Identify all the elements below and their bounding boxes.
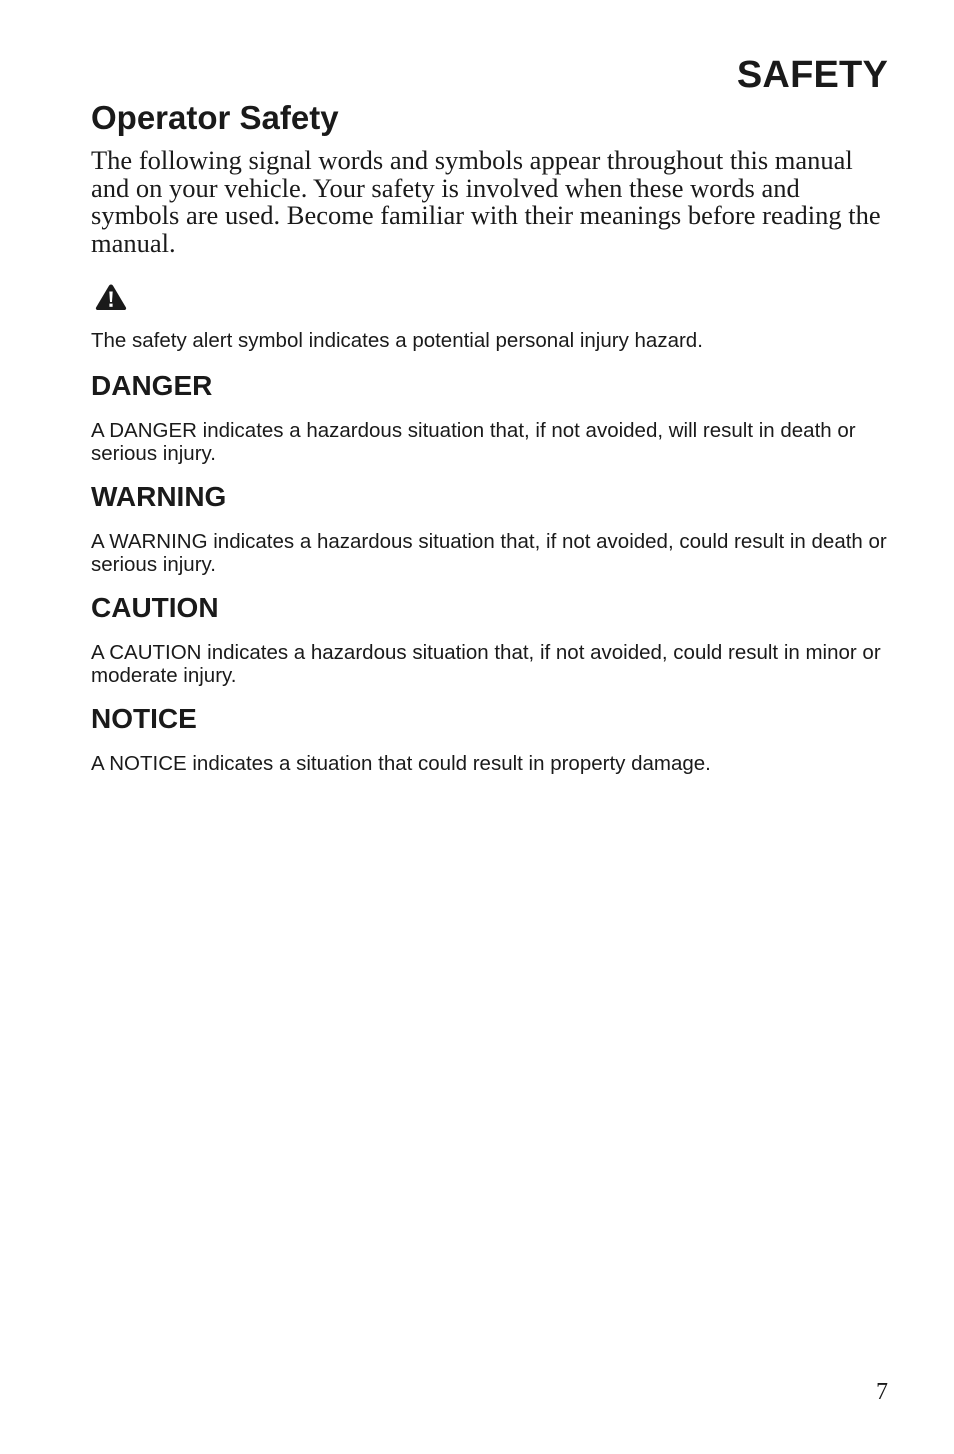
- notice-description: A NOTICE indicates a situation that could result in property damage.: [91, 752, 711, 775]
- chapter-title: SAFETY: [736, 54, 888, 96]
- section-title: Operator Safety: [91, 99, 339, 136]
- danger-heading: DANGER: [91, 370, 213, 401]
- warning-heading: WARNING: [91, 481, 227, 512]
- manual-page: [91, 0, 888, 1454]
- notice-heading: NOTICE: [91, 703, 197, 734]
- safety-alert-icon: [95, 283, 127, 311]
- page-number: 7: [876, 1379, 888, 1405]
- intro-paragraph: The following signal words and symbols appear throughout this manual and on your vehicle. Your safety is involved when these words and symbols are used. Become familiar with their meanings before reading the manual.: [91, 145, 881, 258]
- caution-heading: CAUTION: [91, 592, 219, 623]
- danger-description: A DANGER indicates a hazardous situation that, if not avoided, will result in death or serious injury.: [91, 419, 856, 465]
- safety-alert-description: The safety alert symbol indicates a potential personal injury hazard.: [91, 329, 703, 352]
- safety-alert-icon-graphic: [95, 283, 127, 311]
- caution-description: A CAUTION indicates a hazardous situation that, if not avoided, could result in minor or moderate injury.: [91, 641, 881, 687]
- warning-description: A WARNING indicates a hazardous situation that, if not avoided, could result in death or serious injury.: [91, 530, 887, 576]
